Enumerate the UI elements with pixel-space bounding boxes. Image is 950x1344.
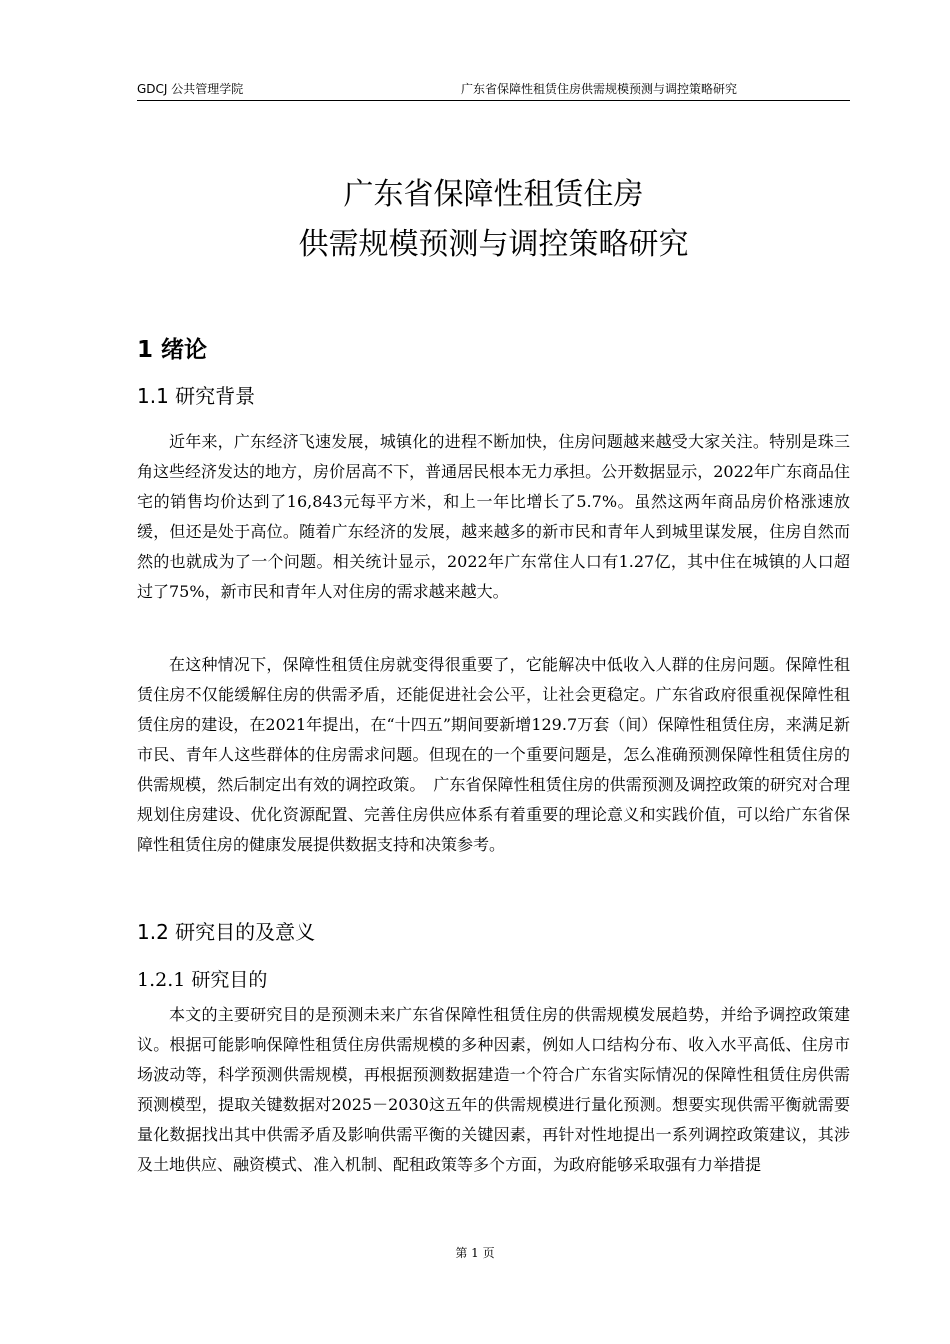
purpose-paragraph: 本文的主要研究目的是预测未来广东省保障性租赁住房的供需规模发展趋势，并给予调控政策建议。根据可能影响保障性租赁住房供需规模的多种因素，例如人口结构分布、收入水平高低、住房市场波动等，科学预测供需规模，再根据预测数据建造一个符合广东省实际情况的保障性租赁住房供需预测模型，提取关键数据对2025－2030这五年的供需规模进行量化预测。想要实现供需平衡就需要量化数据找出其中供需矛盾及影响供需平衡的关键因素，再针对性地提出一系列调控政策建议，其涉及土地供应、融资模式、准入机制、配租政策等多个方面，为政府能够采取强有力举措提: [137, 1005, 850, 1174]
header-institution: GDCJ 公共管理学院: [137, 82, 244, 96]
header-running-title: 广东省保障性租赁住房供需规模预测与调控策略研究: [461, 82, 738, 96]
section-1-1-heading: 1.1 研究背景: [137, 384, 256, 408]
background-paragraph-1: 近年来，广东经济飞速发展，城镇化的进程不断加快，住房问题越来越受大家关注。特别是珠三角这些经济发达的地方，房价居高不下，普通居民根本无力承担。公开数据显示，2022年广东商品住宅的销售均价达到了16,843元每平方米，和上一年比增长了5.7%。虽然这两年商品房价格涨速放缓，但还是处于高位。随着广东经济的发展，越来越多的新市民和青年人到城里谋发展，住房自然而然的也就成为了一个问题。相关统计显示，2022年广东常住人口有1.27亿，其中住在城镇的人口超过了75%，新市民和青年人对住房的需求越来越大。: [137, 432, 850, 601]
section-1-heading: 1 绪论: [137, 337, 208, 363]
section-1-2-heading: 1.2 研究目的及意义: [137, 920, 316, 944]
section-1-2-1-title: 研究目的: [191, 969, 268, 991]
paper-title-line-2: 供需规模预测与调控策略研究: [298, 227, 689, 262]
paper-title-line-1: 广东省保障性租赁住房: [343, 177, 644, 212]
section-1-2-1-heading: [137, 965, 267, 995]
paper-title: [137, 170, 850, 270]
page-number: 第 1 页: [455, 1246, 495, 1260]
page-header: [137, 78, 850, 101]
section-1-2-1-number: 1.2.1: [137, 969, 186, 991]
background-paragraph-2: 在这种情况下，保障性租赁住房就变得很重要了，它能解决中低收入人群的住房问题。保障性租赁住房不仅能缓解住房的供需矛盾，还能促进社会公平，让社会更稳定。广东省政府很重视保障性租赁住房的建设，在2021年提出，在“十四五”期间要新增129.7万套（间）保障性租赁住房，来满足新市民、青年人这些群体的住房需求问题。但现在的一个重要问题是，怎么准确预测保障性租赁住房的供需规模，然后制定出有效的调控政策。 广东省保障性租赁住房的供需预测及调控政策的研究对合理规划住房建设、优化资源配置、完善住房供应体系有着重要的理论意义和实践价值，可以给广东省保障性租赁住房的健康发展提供数据支持和决策参考。: [137, 655, 850, 854]
